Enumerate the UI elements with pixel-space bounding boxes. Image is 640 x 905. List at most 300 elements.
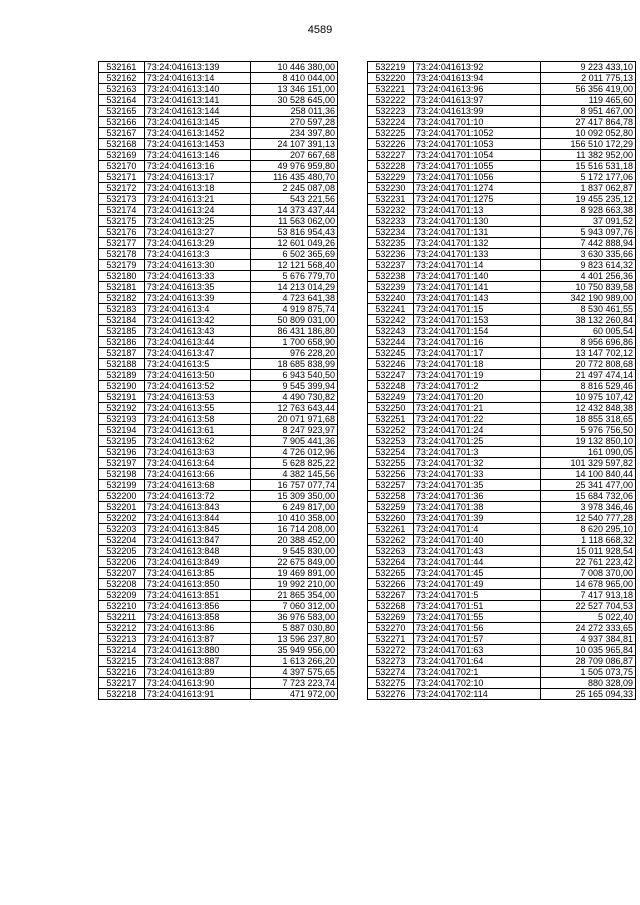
- table-row: [99, 84, 338, 95]
- value-cell: 12 432 848,38: [541, 403, 636, 414]
- cadastral-number-cell: 73:24:041613:66: [144, 469, 251, 480]
- row-number-cell: 532258: [368, 491, 414, 502]
- value-cell: 4 382 145,56: [251, 469, 338, 480]
- row-number-cell: 532199: [99, 480, 145, 491]
- value-cell: 880 328,09: [541, 678, 636, 689]
- cadastral-number-cell: 73:24:041613:25: [144, 216, 251, 227]
- value-cell: 3 978 346,46: [541, 502, 636, 513]
- row-number-cell: 532211: [99, 612, 145, 623]
- cadastral-number-cell: 73:24:041613:139: [144, 62, 251, 73]
- row-number-cell: 532245: [368, 348, 414, 359]
- row-number-cell: 532195: [99, 436, 145, 447]
- table-row: [368, 491, 636, 502]
- row-number-cell: 532179: [99, 260, 145, 271]
- table-row: [99, 414, 338, 425]
- value-cell: 38 132 260,84: [541, 315, 636, 326]
- value-cell: 9 223 433,10: [541, 62, 636, 73]
- value-cell: 19 469 891,00: [251, 568, 338, 579]
- table-row: [99, 227, 338, 238]
- cadastral-number-cell: 73:24:041701:39: [413, 513, 540, 524]
- value-cell: 4 726 012,96: [251, 447, 338, 458]
- row-number-cell: 532196: [99, 447, 145, 458]
- cadastral-number-cell: 73:24:041701:132: [413, 238, 540, 249]
- cadastral-number-cell: 73:24:041613:85: [144, 568, 251, 579]
- cadastral-number-cell: 73:24:041701:56: [413, 623, 540, 634]
- value-cell: 27 417 864,78: [541, 117, 636, 128]
- value-cell: 20 772 808,68: [541, 359, 636, 370]
- value-cell: 14 678 965,00: [541, 579, 636, 590]
- table-row: [368, 469, 636, 480]
- table-row: [368, 128, 636, 139]
- cadastral-number-cell: 73:24:041701:22: [413, 414, 540, 425]
- cadastral-number-cell: 73:24:041701:63: [413, 645, 540, 656]
- cadastral-number-cell: 73:24:041613:72: [144, 491, 251, 502]
- table-row: [368, 524, 636, 535]
- table-row: [99, 238, 338, 249]
- row-number-cell: 532164: [99, 95, 145, 106]
- row-number-cell: 532247: [368, 370, 414, 381]
- value-cell: 4 937 384,81: [541, 634, 636, 645]
- value-cell: 101 329 597,82: [541, 458, 636, 469]
- cadastral-number-cell: 73:24:041613:858: [144, 612, 251, 623]
- value-cell: 9 545 399,94: [251, 381, 338, 392]
- value-cell: 21 497 474,14: [541, 370, 636, 381]
- table-row: [368, 304, 636, 315]
- cadastral-number-cell: 73:24:041613:16: [144, 161, 251, 172]
- row-number-cell: 532263: [368, 546, 414, 557]
- cadastral-number-cell: 73:24:041701:13: [413, 205, 540, 216]
- value-cell: 19 132 850,10: [541, 436, 636, 447]
- table-row: [368, 667, 636, 678]
- row-number-cell: 532239: [368, 282, 414, 293]
- value-cell: 7 442 888,94: [541, 238, 636, 249]
- row-number-cell: 532270: [368, 623, 414, 634]
- value-cell: 976 228,20: [251, 348, 338, 359]
- value-cell: 8 530 461,55: [541, 304, 636, 315]
- value-cell: 28 709 086,87: [541, 656, 636, 667]
- row-number-cell: 532177: [99, 238, 145, 249]
- row-number-cell: 532248: [368, 381, 414, 392]
- value-cell: 8 247 923,97: [251, 425, 338, 436]
- value-cell: 8 620 295,10: [541, 524, 636, 535]
- row-number-cell: 532182: [99, 293, 145, 304]
- value-cell: 5 628 825,22: [251, 458, 338, 469]
- table-row: [99, 128, 338, 139]
- table-row: [368, 359, 636, 370]
- value-cell: 16 757 077,74: [251, 480, 338, 491]
- table-row: [99, 447, 338, 458]
- value-cell: 10 750 839,58: [541, 282, 636, 293]
- value-cell: 10 035 965,84: [541, 645, 636, 656]
- cadastral-number-cell: 73:24:041613:21: [144, 194, 251, 205]
- table-row: [368, 216, 636, 227]
- cadastral-number-cell: 73:24:041701:3: [413, 447, 540, 458]
- row-number-cell: 532220: [368, 73, 414, 84]
- cadastral-number-cell: 73:24:041613:68: [144, 480, 251, 491]
- row-number-cell: 532185: [99, 326, 145, 337]
- row-number-cell: 532234: [368, 227, 414, 238]
- row-number-cell: 532188: [99, 359, 145, 370]
- value-cell: 4 919 875,74: [251, 304, 338, 315]
- row-number-cell: 532183: [99, 304, 145, 315]
- table-row: [368, 645, 636, 656]
- table-row: [99, 260, 338, 271]
- table-row: [368, 315, 636, 326]
- row-number-cell: 532224: [368, 117, 414, 128]
- row-number-cell: 532219: [368, 62, 414, 73]
- value-cell: 6 502 365,69: [251, 249, 338, 260]
- table-row: [99, 326, 338, 337]
- value-cell: 25 341 477,00: [541, 480, 636, 491]
- table-row: [99, 249, 338, 260]
- value-cell: 9 823 614,32: [541, 260, 636, 271]
- table-row: [368, 403, 636, 414]
- value-cell: 18 685 838,99: [251, 359, 338, 370]
- table-row: [99, 73, 338, 84]
- cadastral-number-cell: 73:24:041701:14: [413, 260, 540, 271]
- value-cell: 13 346 151,00: [251, 84, 338, 95]
- table-row: [368, 271, 636, 282]
- table-row: [99, 502, 338, 513]
- row-number-cell: 532216: [99, 667, 145, 678]
- row-number-cell: 532235: [368, 238, 414, 249]
- row-number-cell: 532268: [368, 601, 414, 612]
- value-cell: 5 976 756,50: [541, 425, 636, 436]
- row-number-cell: 532256: [368, 469, 414, 480]
- table-row: [99, 271, 338, 282]
- value-cell: 12 601 049,26: [251, 238, 338, 249]
- value-cell: 6 943 540,50: [251, 370, 338, 381]
- value-cell: 19 992 210,00: [251, 579, 338, 590]
- row-number-cell: 532178: [99, 249, 145, 260]
- table-row: [368, 535, 636, 546]
- cadastral-number-cell: 73:24:041701:21: [413, 403, 540, 414]
- value-cell: 1 118 668,32: [541, 535, 636, 546]
- row-number-cell: 532161: [99, 62, 145, 73]
- row-number-cell: 532215: [99, 656, 145, 667]
- row-number-cell: 532271: [368, 634, 414, 645]
- value-cell: 13 596 237,80: [251, 634, 338, 645]
- table-row: [368, 73, 636, 84]
- row-number-cell: 532171: [99, 172, 145, 183]
- row-number-cell: 532267: [368, 590, 414, 601]
- cadastral-number-cell: 73:24:041702:114: [413, 689, 540, 700]
- row-number-cell: 532193: [99, 414, 145, 425]
- table-row: [368, 183, 636, 194]
- row-number-cell: 532252: [368, 425, 414, 436]
- table-row: [99, 392, 338, 403]
- row-number-cell: 532175: [99, 216, 145, 227]
- value-cell: 3 630 335,66: [541, 249, 636, 260]
- row-number-cell: 532255: [368, 458, 414, 469]
- table-row: [368, 623, 636, 634]
- value-cell: 11 563 062,00: [251, 216, 338, 227]
- cadastral-number-cell: 73:24:041613:92: [413, 62, 540, 73]
- table-row: [368, 557, 636, 568]
- table-row: [368, 260, 636, 271]
- row-number-cell: 532210: [99, 601, 145, 612]
- registry-table-left: [98, 61, 338, 700]
- cadastral-number-cell: 73:24:041613:91: [144, 689, 251, 700]
- value-cell: 19 455 235,12: [541, 194, 636, 205]
- table-row: [99, 535, 338, 546]
- cadastral-number-cell: 73:24:041701:131: [413, 227, 540, 238]
- row-number-cell: 532214: [99, 645, 145, 656]
- row-number-cell: 532174: [99, 205, 145, 216]
- table-row: [368, 458, 636, 469]
- row-number-cell: 532189: [99, 370, 145, 381]
- cadastral-number-cell: 73:24:041613:146: [144, 150, 251, 161]
- row-number-cell: 532236: [368, 249, 414, 260]
- cadastral-number-cell: 73:24:041701:1056: [413, 172, 540, 183]
- value-cell: 161 090,05: [541, 447, 636, 458]
- value-cell: 22 527 704,53: [541, 601, 636, 612]
- row-number-cell: 532226: [368, 139, 414, 150]
- value-cell: 7 417 913,18: [541, 590, 636, 601]
- cadastral-number-cell: 73:24:041701:64: [413, 656, 540, 667]
- cadastral-number-cell: 73:24:041701:40: [413, 535, 540, 546]
- cadastral-number-cell: 73:24:041701:143: [413, 293, 540, 304]
- table-row: [99, 579, 338, 590]
- cadastral-number-cell: 73:24:041613:850: [144, 579, 251, 590]
- value-cell: 2 245 087,08: [251, 183, 338, 194]
- row-number-cell: 532204: [99, 535, 145, 546]
- row-number-cell: 532209: [99, 590, 145, 601]
- row-number-cell: 532254: [368, 447, 414, 458]
- table-row: [368, 282, 636, 293]
- cadastral-number-cell: 73:24:041613:86: [144, 623, 251, 634]
- table-row: [368, 62, 636, 73]
- table-row: [368, 84, 636, 95]
- value-cell: 7 008 370,00: [541, 568, 636, 579]
- cadastral-number-cell: 73:24:041701:133: [413, 249, 540, 260]
- cadastral-number-cell: 73:24:041613:24: [144, 205, 251, 216]
- value-cell: 207 667,68: [251, 150, 338, 161]
- table-row: [368, 678, 636, 689]
- row-number-cell: 532184: [99, 315, 145, 326]
- table-row: [368, 579, 636, 590]
- cadastral-number-cell: 73:24:041701:17: [413, 348, 540, 359]
- table-row: [99, 678, 338, 689]
- cadastral-number-cell: 73:24:041701:15: [413, 304, 540, 315]
- table-row: [368, 337, 636, 348]
- value-cell: 2 011 775,13: [541, 73, 636, 84]
- cadastral-number-cell: 73:24:041613:848: [144, 546, 251, 557]
- table-row: [368, 139, 636, 150]
- value-cell: 30 528 645,00: [251, 95, 338, 106]
- value-cell: 86 431 186,80: [251, 326, 338, 337]
- cadastral-number-cell: 73:24:041613:52: [144, 381, 251, 392]
- table-row: [99, 370, 338, 381]
- table-row: [368, 425, 636, 436]
- table-row: [99, 282, 338, 293]
- value-cell: 8 951 467,00: [541, 106, 636, 117]
- value-cell: 36 976 583,00: [251, 612, 338, 623]
- cadastral-number-cell: 73:24:041701:153: [413, 315, 540, 326]
- table-row: [368, 568, 636, 579]
- cadastral-number-cell: 73:24:041701:1275: [413, 194, 540, 205]
- value-cell: 25 165 094,33: [541, 689, 636, 700]
- row-number-cell: 532227: [368, 150, 414, 161]
- table-row: [99, 381, 338, 392]
- cadastral-number-cell: 73:24:041613:847: [144, 535, 251, 546]
- row-number-cell: 532206: [99, 557, 145, 568]
- row-number-cell: 532242: [368, 315, 414, 326]
- row-number-cell: 532266: [368, 579, 414, 590]
- row-number-cell: 532201: [99, 502, 145, 513]
- row-number-cell: 532253: [368, 436, 414, 447]
- cadastral-number-cell: 73:24:041613:55: [144, 403, 251, 414]
- table-row: [368, 326, 636, 337]
- value-cell: 4 401 256,36: [541, 271, 636, 282]
- value-cell: 116 435 480,70: [251, 172, 338, 183]
- cadastral-number-cell: 73:24:041613:62: [144, 436, 251, 447]
- value-cell: 5 022,40: [541, 612, 636, 623]
- row-number-cell: 532243: [368, 326, 414, 337]
- cadastral-number-cell: 73:24:041613:53: [144, 392, 251, 403]
- cadastral-number-cell: 73:24:041701:1055: [413, 161, 540, 172]
- table-row: [99, 590, 338, 601]
- row-number-cell: 532165: [99, 106, 145, 117]
- cadastral-number-cell: 73:24:041701:57: [413, 634, 540, 645]
- table-row: [99, 568, 338, 579]
- cadastral-number-cell: 73:24:041613:94: [413, 73, 540, 84]
- value-cell: 20 388 452,00: [251, 535, 338, 546]
- table-row: [99, 315, 338, 326]
- row-number-cell: 532181: [99, 282, 145, 293]
- cadastral-number-cell: 73:24:041701:19: [413, 370, 540, 381]
- cadastral-number-cell: 73:24:041701:141: [413, 282, 540, 293]
- cadastral-number-cell: 73:24:041613:849: [144, 557, 251, 568]
- value-cell: 14 213 014,29: [251, 282, 338, 293]
- value-cell: 10 410 358,00: [251, 513, 338, 524]
- value-cell: 20 071 971,68: [251, 414, 338, 425]
- row-number-cell: 532203: [99, 524, 145, 535]
- row-number-cell: 532186: [99, 337, 145, 348]
- value-cell: 12 540 777,28: [541, 513, 636, 524]
- table-row: [368, 612, 636, 623]
- row-number-cell: 532244: [368, 337, 414, 348]
- cadastral-number-cell: 73:24:041702:1: [413, 667, 540, 678]
- table-row: [99, 612, 338, 623]
- value-cell: 11 382 952,00: [541, 150, 636, 161]
- cadastral-number-cell: 73:24:041613:58: [144, 414, 251, 425]
- cadastral-number-cell: 73:24:041613:30: [144, 260, 251, 271]
- value-cell: 10 446 380,00: [251, 62, 338, 73]
- row-number-cell: 532238: [368, 271, 414, 282]
- value-cell: 10 092 052,80: [541, 128, 636, 139]
- table-row: [99, 436, 338, 447]
- cadastral-number-cell: 73:24:041613:141: [144, 95, 251, 106]
- cadastral-number-cell: 73:24:041701:130: [413, 216, 540, 227]
- row-number-cell: 532192: [99, 403, 145, 414]
- value-cell: 471 972,00: [251, 689, 338, 700]
- table-row: [368, 502, 636, 513]
- value-cell: 37 091,52: [541, 216, 636, 227]
- cadastral-number-cell: 73:24:041613:50: [144, 370, 251, 381]
- row-number-cell: 532213: [99, 634, 145, 645]
- row-number-cell: 532197: [99, 458, 145, 469]
- cadastral-number-cell: 73:24:041613:856: [144, 601, 251, 612]
- table-row: [368, 634, 636, 645]
- cadastral-number-cell: 73:24:041701:32: [413, 458, 540, 469]
- table-row: [368, 117, 636, 128]
- row-number-cell: 532170: [99, 161, 145, 172]
- cadastral-number-cell: 73:24:041613:29: [144, 238, 251, 249]
- value-cell: 8 816 529,46: [541, 381, 636, 392]
- cadastral-number-cell: 73:24:041701:20: [413, 392, 540, 403]
- value-cell: 1 505 073,75: [541, 667, 636, 678]
- cadastral-number-cell: 73:24:041613:5: [144, 359, 251, 370]
- table-row: [368, 392, 636, 403]
- table-row: [99, 293, 338, 304]
- row-number-cell: 532194: [99, 425, 145, 436]
- value-cell: 5 172 177,06: [541, 172, 636, 183]
- value-cell: 5 943 097,76: [541, 227, 636, 238]
- table-row: [368, 205, 636, 216]
- value-cell: 5 676 779,70: [251, 271, 338, 282]
- row-number-cell: 532218: [99, 689, 145, 700]
- table-row: [368, 689, 636, 700]
- row-number-cell: 532250: [368, 403, 414, 414]
- cadastral-number-cell: 73:24:041701:25: [413, 436, 540, 447]
- value-cell: 1 700 658,90: [251, 337, 338, 348]
- cadastral-number-cell: 73:24:041701:2: [413, 381, 540, 392]
- value-cell: 4 397 575,65: [251, 667, 338, 678]
- value-cell: 8 928 663,38: [541, 205, 636, 216]
- cadastral-number-cell: 73:24:041613:39: [144, 293, 251, 304]
- row-number-cell: 532273: [368, 656, 414, 667]
- cadastral-number-cell: 73:24:041613:1453: [144, 139, 251, 150]
- cadastral-number-cell: 73:24:041701:35: [413, 480, 540, 491]
- cadastral-number-cell: 73:24:041613:33: [144, 271, 251, 282]
- cadastral-number-cell: 73:24:041613:145: [144, 117, 251, 128]
- value-cell: 8 956 696,86: [541, 337, 636, 348]
- value-cell: 12 121 568,40: [251, 260, 338, 271]
- row-number-cell: 532264: [368, 557, 414, 568]
- cadastral-number-cell: 73:24:041701:38: [413, 502, 540, 513]
- value-cell: 7 060 312,00: [251, 601, 338, 612]
- row-number-cell: 532200: [99, 491, 145, 502]
- table-row: [368, 95, 636, 106]
- value-cell: 12 763 643,44: [251, 403, 338, 414]
- table-row: [368, 172, 636, 183]
- table-row: [99, 172, 338, 183]
- row-number-cell: 532240: [368, 293, 414, 304]
- table-row: [368, 227, 636, 238]
- row-number-cell: 532237: [368, 260, 414, 271]
- table-row: [99, 161, 338, 172]
- table-row: [99, 117, 338, 128]
- table-row: [99, 601, 338, 612]
- value-cell: 49 976 959,80: [251, 161, 338, 172]
- table-row: [368, 249, 636, 260]
- row-number-cell: 532163: [99, 84, 145, 95]
- value-cell: 14 373 437,44: [251, 205, 338, 216]
- row-number-cell: 532230: [368, 183, 414, 194]
- cadastral-number-cell: 73:24:041613:89: [144, 667, 251, 678]
- table-row: [99, 645, 338, 656]
- row-number-cell: 532265: [368, 568, 414, 579]
- value-cell: 14 100 840,44: [541, 469, 636, 480]
- table-row: [368, 513, 636, 524]
- cadastral-number-cell: 73:24:041613:845: [144, 524, 251, 535]
- table-row: [368, 480, 636, 491]
- cadastral-number-cell: 73:24:041701:36: [413, 491, 540, 502]
- row-number-cell: 532205: [99, 546, 145, 557]
- value-cell: 119 465,60: [541, 95, 636, 106]
- row-number-cell: 532225: [368, 128, 414, 139]
